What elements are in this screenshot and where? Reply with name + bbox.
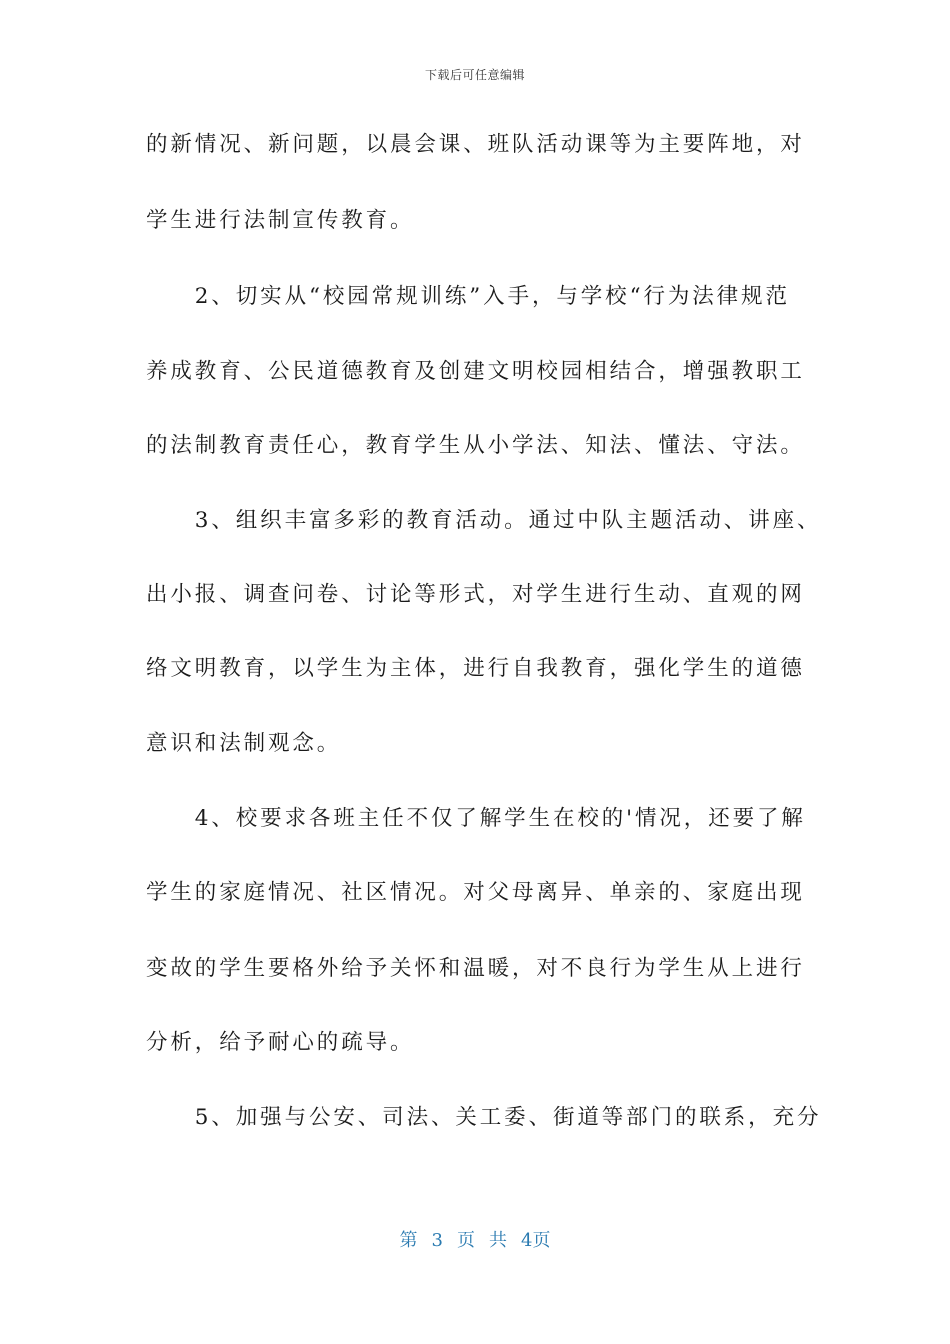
body-line: 学生进行法制宣传教育。 [146,208,415,233]
body-line: 的新情况、新问题，以晨会课、班队活动课等为主要阵地，对 [146,132,805,157]
header-note: 下载后可任意编辑 [424,68,525,82]
body-line: 学生的家庭情况、社区情况。对父母离异、单亲的、家庭出现 [146,880,805,905]
page-label-mid: 页 [457,1230,475,1251]
body-line: 的法制教育责任心，教育学生从小学法、知法、懂法、守法。 [146,433,805,458]
body-line: 络文明教育，以学生为主体，进行自我教育，强化学生的道德 [146,656,805,681]
body-line: 变故的学生要格外给予关怀和温暖，对不良行为学生从上进行 [146,956,805,981]
page-label-prefix: 第 [399,1230,418,1251]
body-line: 出小报、调查问卷、讨论等形式，对学生进行生动、直观的网 [146,582,805,607]
current-page-number: 3 [431,1230,443,1251]
body-line: 4、校要求各班主任不仅了解学生在校的'情况，还要了解 [146,806,806,831]
total-label: 共 [489,1230,507,1251]
body-line: 分析，给予耐心的疏导。 [146,1030,415,1055]
body-line: 5、加强与公安、司法、关工委、街道等部门的联系，充分 [146,1105,822,1130]
body-line: 2、切实从“校园常规训练”入手，与学校“行为法律规范 [146,284,790,309]
page-footer [0,1226,950,1252]
body-line: 3、组织丰富多彩的教育活动。通过中队主题活动、讲座、 [146,508,822,533]
body-line: 养成教育、公民道德教育及创建文明校园相结合，增强教职工 [146,359,805,384]
total-pages: 4页 [521,1230,551,1251]
body-line: 意识和法制观念。 [146,731,342,756]
